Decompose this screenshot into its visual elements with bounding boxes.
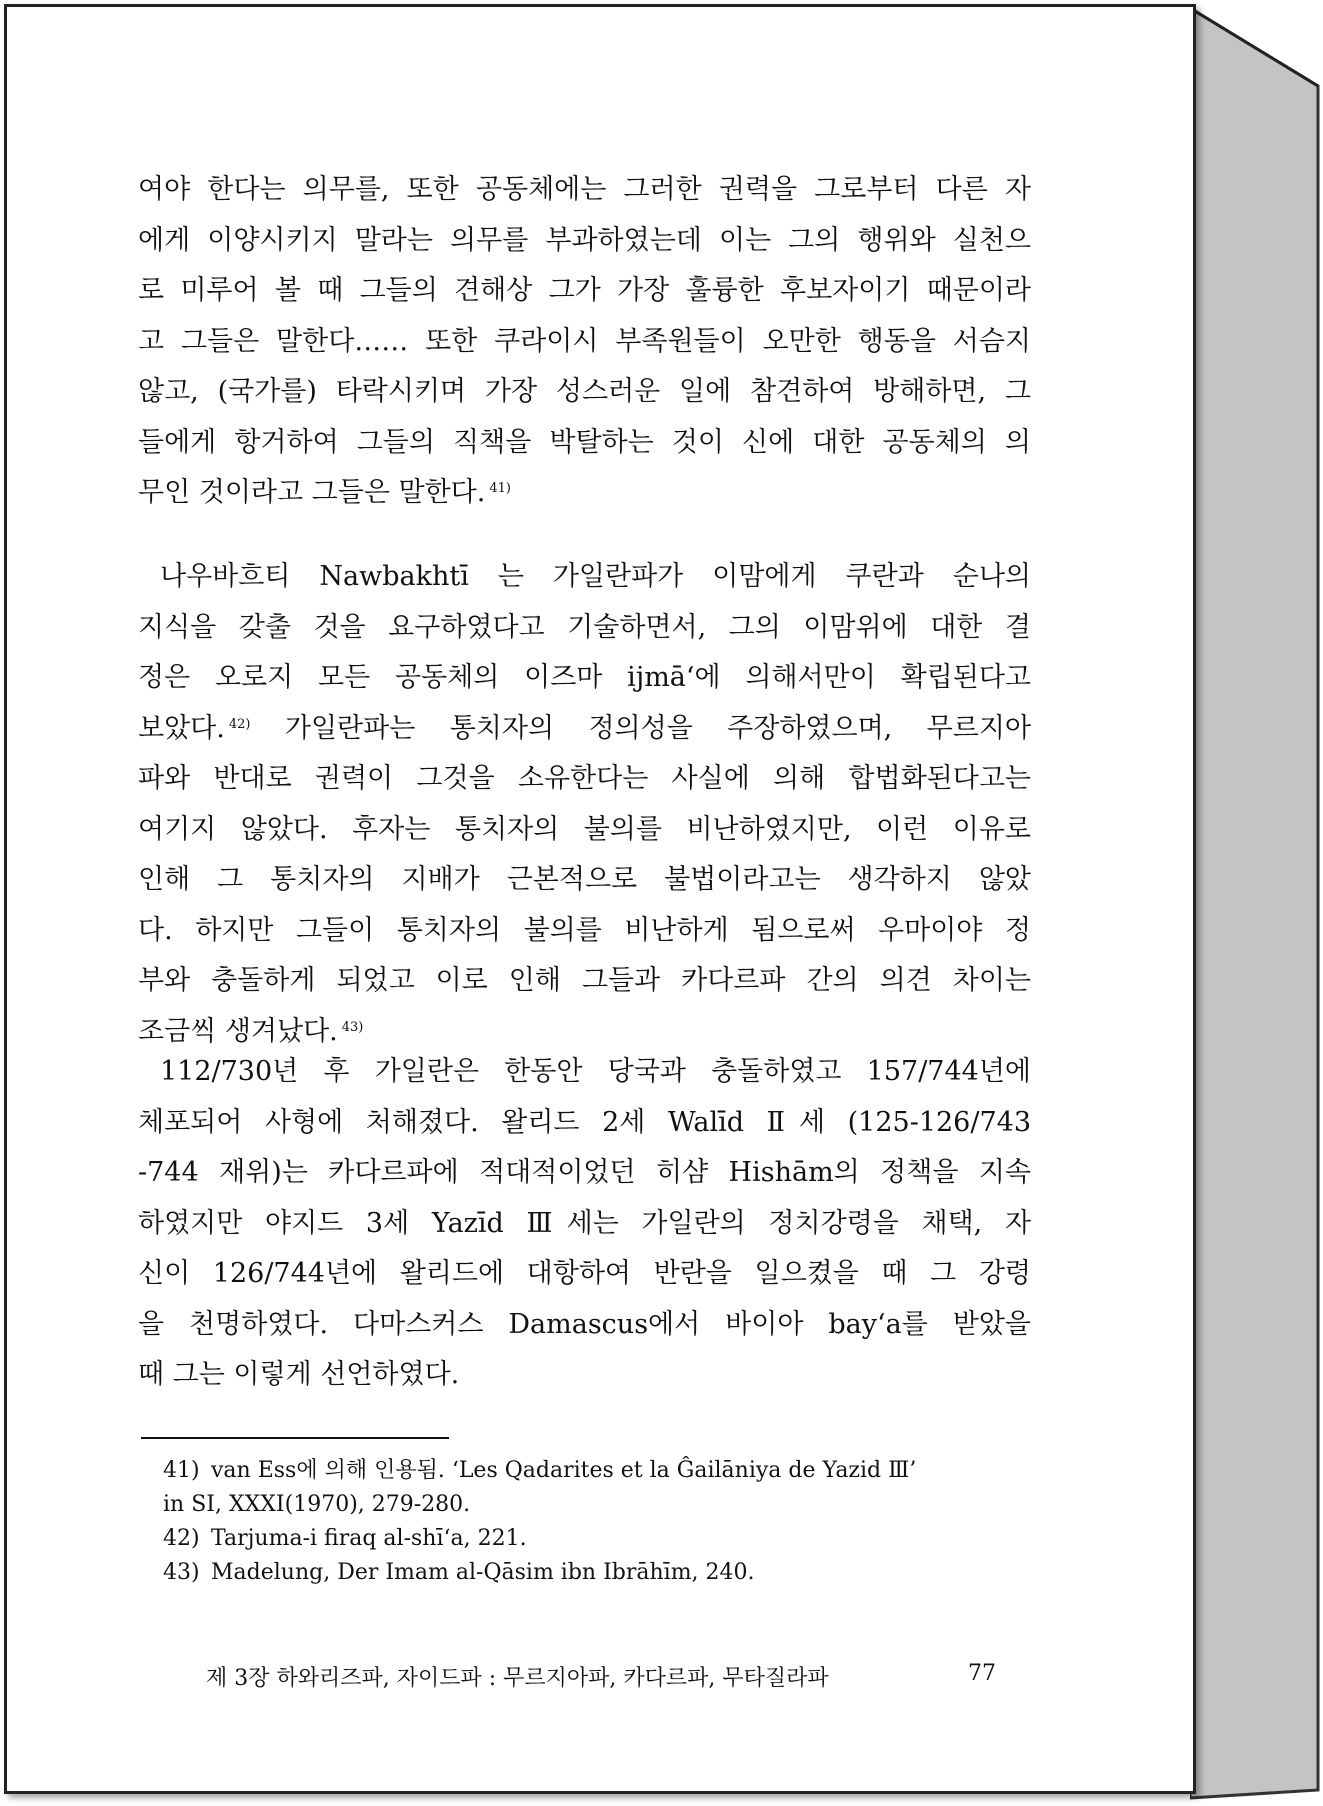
footnote-continuation: in SI, XXXI(1970), 279-280. bbox=[163, 1492, 471, 1517]
text-line: 파와 반대로 권력이 그것을 소유한다는 사실에 의해 합법화된다고는 bbox=[138, 763, 1031, 794]
text-line-content: 가일란파는 통치자의 정의성을 주장하였으며, 무르지아 bbox=[284, 712, 1031, 744]
text-line: 않고, (국가를) 타락시키며 가장 성스러운 일에 참견하여 방해하면, 그 bbox=[138, 376, 1031, 407]
text-line bbox=[138, 704, 1031, 755]
footnote-number: 43) bbox=[163, 1560, 200, 1585]
text-line: 여야 한다는 의무를, 또한 공동체에는 그러한 권력을 그로부터 다른 자 bbox=[138, 174, 1031, 205]
footnote-number: 42) bbox=[163, 1526, 200, 1551]
text-line-content: 보았다. bbox=[138, 712, 225, 744]
text-line: 들에게 항거하여 그들의 직책을 박탈하는 것이 신에 대한 공동체의 의 bbox=[138, 426, 1031, 458]
text-line: 다. 하지만 그들이 통치자의 불의를 비난하게 됨으로써 우마이야 정 bbox=[138, 914, 1031, 946]
text-line bbox=[138, 468, 1031, 519]
text-line: 로 미루어 볼 때 그들의 견해상 그가 가장 훌륭한 후보자이기 때문이라 bbox=[138, 275, 1031, 306]
footnote-item bbox=[163, 1454, 1043, 1488]
text-line-content: 무인 것이라고 그들은 말한다. bbox=[138, 477, 486, 508]
footnote-divider bbox=[141, 1437, 449, 1439]
text-line: 112/730년 후 가일란은 한동안 당국과 충돌하였고 157/744년에 bbox=[160, 1056, 1031, 1087]
text-line: 에게 이양시키지 말라는 의무를 부과하였는데 이는 그의 행위와 실천으 bbox=[138, 224, 1031, 256]
paragraph-3 bbox=[138, 1047, 1031, 1401]
footnote-text: Tarjuma-i firaq al-shī‘a, 221. bbox=[211, 1526, 527, 1551]
text-line: 여기지 않았다. 후자는 통치자의 불의를 비난하였지만, 이런 이유로 bbox=[138, 813, 1031, 845]
text-line: 하였지만 야지드 3세 Yazīd Ⅲ세는 가일란의 정치강령을 채택, 자 bbox=[138, 1207, 1031, 1239]
footnote-item bbox=[163, 1522, 1043, 1556]
text-line: 체포되어 사형에 처해졌다. 왈리드 2세 Walīd Ⅱ세 (125-126/743 bbox=[138, 1106, 1031, 1138]
running-footer bbox=[206, 1661, 996, 1692]
page-number: 77 bbox=[968, 1661, 996, 1686]
book-page bbox=[4, 4, 1196, 1794]
text-line: 지식을 갖출 것을 요구하였다고 기술하면서, 그의 이맘위에 대한 결 bbox=[138, 611, 1031, 643]
footnote-number: 41) bbox=[163, 1458, 200, 1483]
footnote-text: van Ess에 의해 인용됨. ‘Les Qadarites et la Ĝailāniya de Yazid Ⅲ’ bbox=[211, 1458, 917, 1483]
text-line: 부와 충돌하게 되었고 이로 인해 그들과 카다르파 간의 의견 차이는 bbox=[138, 965, 1031, 996]
footnote-item bbox=[163, 1556, 1043, 1590]
text-line: 정은 오로지 모든 공동체의 이즈마 ijmā‘에 의해서만이 확립된다고 bbox=[138, 662, 1031, 693]
footnote-ref: 42) bbox=[228, 716, 251, 732]
text-line-content: 조금씩 생겨났다. bbox=[138, 1015, 338, 1047]
footnote-ref: 41) bbox=[489, 481, 511, 496]
text-line: 나우바흐티 Nawbakhtī 는 가일란파가 이맘에게 쿠란과 순나의 bbox=[160, 561, 1031, 592]
text-line: -744 재위)는 카다르파에 적대적이었던 히샴 Hishām의 정책을 지속 bbox=[138, 1157, 1031, 1188]
footnote-text: Madelung, Der Imam al-Qāsim ibn Ibrāhīm, 240. bbox=[211, 1560, 755, 1585]
text-line: 을 천명하였다. 다마스커스 Damascus에서 바이아 bay‘a를 받았을 bbox=[138, 1308, 1031, 1340]
book-side-edge bbox=[1190, 0, 1323, 1806]
text-line: 때 그는 이렇게 선언하였다. bbox=[138, 1359, 460, 1390]
text-line: 신이 126/744년에 왈리드에 대항하여 반란을 일으켰을 때 그 강령 bbox=[138, 1258, 1031, 1289]
footnote-ref: 43) bbox=[341, 1019, 364, 1035]
text-line: 고 그들은 말한다…… 또한 쿠라이시 부족원들이 오만한 행동을 서슴지 bbox=[138, 325, 1031, 357]
text-line: 인해 그 통치자의 지배가 근본적으로 불법이라고는 생각하지 않았 bbox=[138, 864, 1031, 895]
footnotes bbox=[163, 1454, 1043, 1590]
chapter-title: 제 3장 하와리즈파, 자이드파 : 무르지아파, 카다르파, 무타질라파 bbox=[206, 1666, 829, 1691]
paragraph-1 bbox=[138, 165, 1031, 519]
paragraph-2 bbox=[138, 552, 1031, 1057]
